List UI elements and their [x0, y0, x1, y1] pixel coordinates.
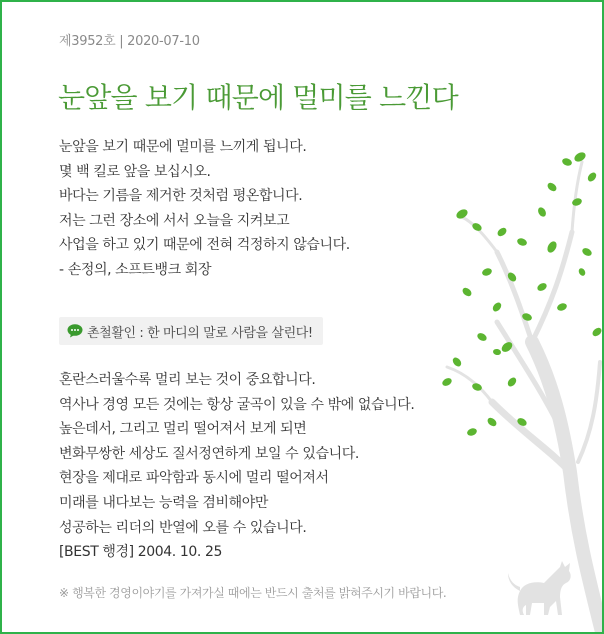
quote-block: [59, 135, 350, 282]
quote-line: 저는 그런 장소에 서서 오늘을 지켜보고: [59, 212, 290, 229]
speech-bubble-icon: [67, 324, 83, 338]
body-line: 높은데서, 그리고 멀리 떨어져서 보게 되면: [59, 421, 307, 438]
quote-line: 바다는 기름을 제거한 것처럼 평온합니다.: [59, 188, 303, 204]
copyright-notice: ※ 행복한 경영이야기를 가져가실 때에는 반드시 출처를 밝혀주시기 바랍니다.: [59, 586, 447, 600]
quote-line: 사업을 하고 있기 때문에 전혀 걱정하지 않습니다.: [59, 237, 350, 253]
page-title: 눈앞을 보기 때문에 멀미를 느낀다: [58, 81, 458, 114]
body-line: 역사나 경영 모든 것에는 항상 굴곡이 있을 수 밖에 없습니다.: [59, 396, 415, 413]
issue-info: 제3952호 | 2020-07-10: [59, 34, 200, 49]
body-line: 성공하는 리더의 반열에 오를 수 있습니다.: [59, 519, 307, 536]
tip-box: [59, 317, 323, 345]
quote-line: 몇 백 킬로 앞을 보십시오.: [59, 163, 211, 180]
source-line: [BEST 행경] 2004. 10. 25: [59, 544, 223, 561]
commentary-block: [59, 368, 414, 565]
tip-text: 촌철활인 : 한 마디의 말로 사람을 살린다!: [87, 325, 313, 341]
body-line: 혼란스러울수록 멀리 보는 것이 중요합니다.: [59, 372, 316, 388]
quote-author: - 손정의, 소프트뱅크 회장: [59, 261, 212, 278]
body-line: 미래를 내다보는 능력을 겸비해야만: [59, 494, 269, 511]
cat-silhouette: [502, 557, 582, 617]
body-line: 변화무쌍한 세상도 질서정연하게 보일 수 있습니다.: [59, 445, 359, 462]
quote-line: 눈앞을 보기 때문에 멀미를 느끼게 됩니다.: [59, 139, 307, 155]
body-line: 현장을 제대로 파악함과 동시에 멀리 떨어져서: [59, 470, 329, 487]
